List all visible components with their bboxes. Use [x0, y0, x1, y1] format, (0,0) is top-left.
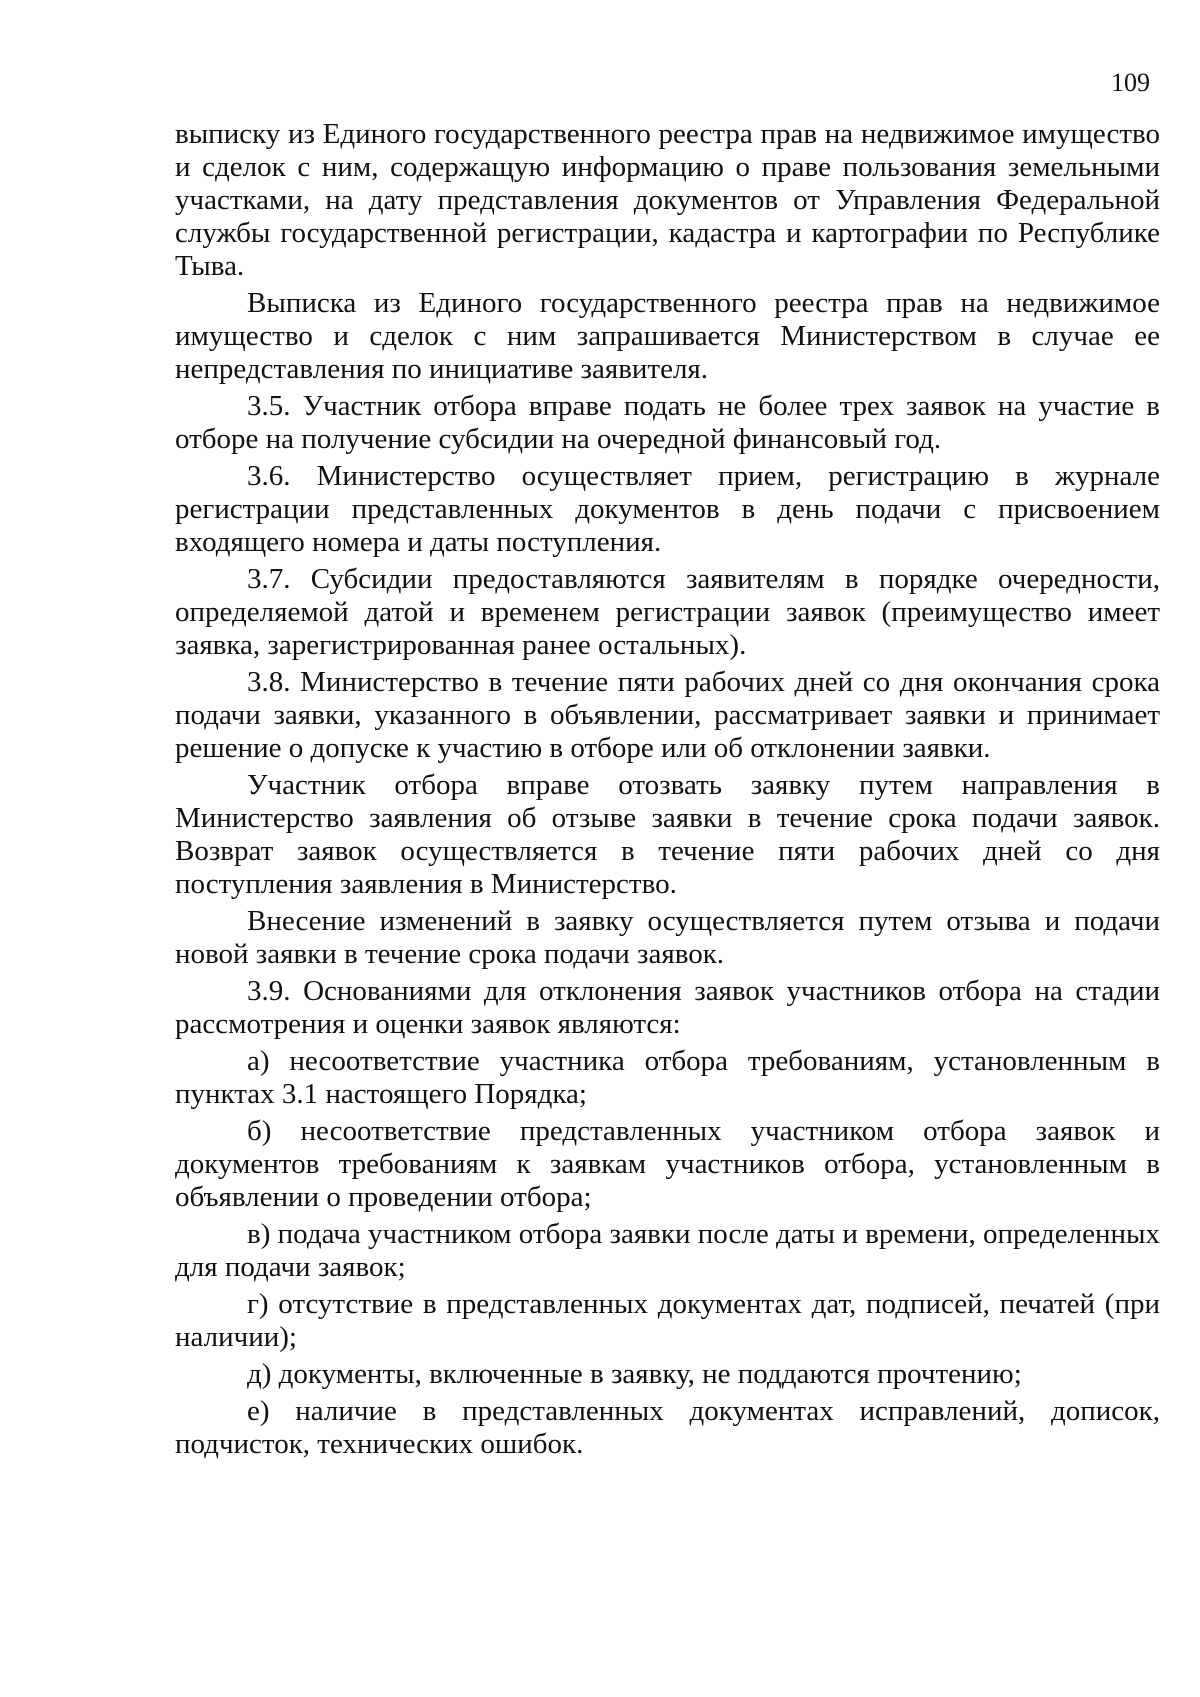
- paragraph-3-7: 3.7. Субсидии предоставляются заявителям в порядке очередности, определяемой датой и временем регистрации заявок (преимущество имеет заявка, зарегистрированная ранее остальных).: [175, 563, 1160, 661]
- list-item-v: в) подача участником отбора заявки после даты и времени, определенных для подачи заявок;: [175, 1218, 1160, 1283]
- paragraph-3-6: 3.6. Министерство осуществляет прием, регистрацию в журнале регистрации представленных документов в день подачи с присвоением входящего номера и даты поступления.: [175, 460, 1160, 558]
- list-item-b: б) несоответствие представленных участником отбора заявок и документов требованиям к заявкам участников отбора, установленным в объявлении о проведении отбора;: [175, 1115, 1160, 1213]
- list-item-a: а) несоответствие участника отбора требованиям, установленным в пунктах 3.1 настоящего Порядка;: [175, 1045, 1160, 1110]
- paragraph-3-8: 3.8. Министерство в течение пяти рабочих дней со дня окончания срока подачи заявки, указанного в объявлении, рассматривает заявки и принимает решение о допуске к участию в отборе или об отклонении заявки.: [175, 666, 1160, 764]
- list-item-e: е) наличие в представленных документах исправлений, дописок, подчисток, технических ошибок.: [175, 1395, 1160, 1460]
- document-body: [175, 118, 1160, 1465]
- paragraph-3-5: 3.5. Участник отбора вправе подать не более трех заявок на участие в отборе на получение субсидии на очередной финансовый год.: [175, 390, 1160, 455]
- paragraph-extract-continuation: выписку из Единого государственного реестра прав на недвижимое имущество и сделок с ним, содержащую информацию о праве пользования земельными участками, на дату представления документов от Управления Федеральной службы государственной регистрации, кадастра и картографии по Республике Тыва.: [175, 118, 1160, 282]
- paragraph-3-9: 3.9. Основаниями для отклонения заявок участников отбора на стадии рассмотрения и оценки заявок являются:: [175, 975, 1160, 1040]
- paragraph-amendment: Внесение изменений в заявку осуществляется путем отзыва и подачи новой заявки в течение срока подачи заявок.: [175, 905, 1160, 970]
- list-item-g: г) отсутствие в представленных документах дат, подписей, печатей (при наличии);: [175, 1288, 1160, 1353]
- page-number: 109: [1111, 68, 1150, 97]
- list-item-d: д) документы, включенные в заявку, не поддаются прочтению;: [247, 1358, 1022, 1390]
- paragraph-extract-request: Выписка из Единого государственного реестра прав на недвижимое имущество и сделок с ним запрашивается Министерством в случае ее непредставления по инициативе заявителя.: [175, 287, 1160, 385]
- paragraph-withdrawal: Участник отбора вправе отозвать заявку путем направления в Министерство заявления об отзыве заявки в течение срока подачи заявок. Возврат заявок осуществляется в течение пяти рабочих дней со дня поступления заявления в Министерство.: [175, 769, 1160, 900]
